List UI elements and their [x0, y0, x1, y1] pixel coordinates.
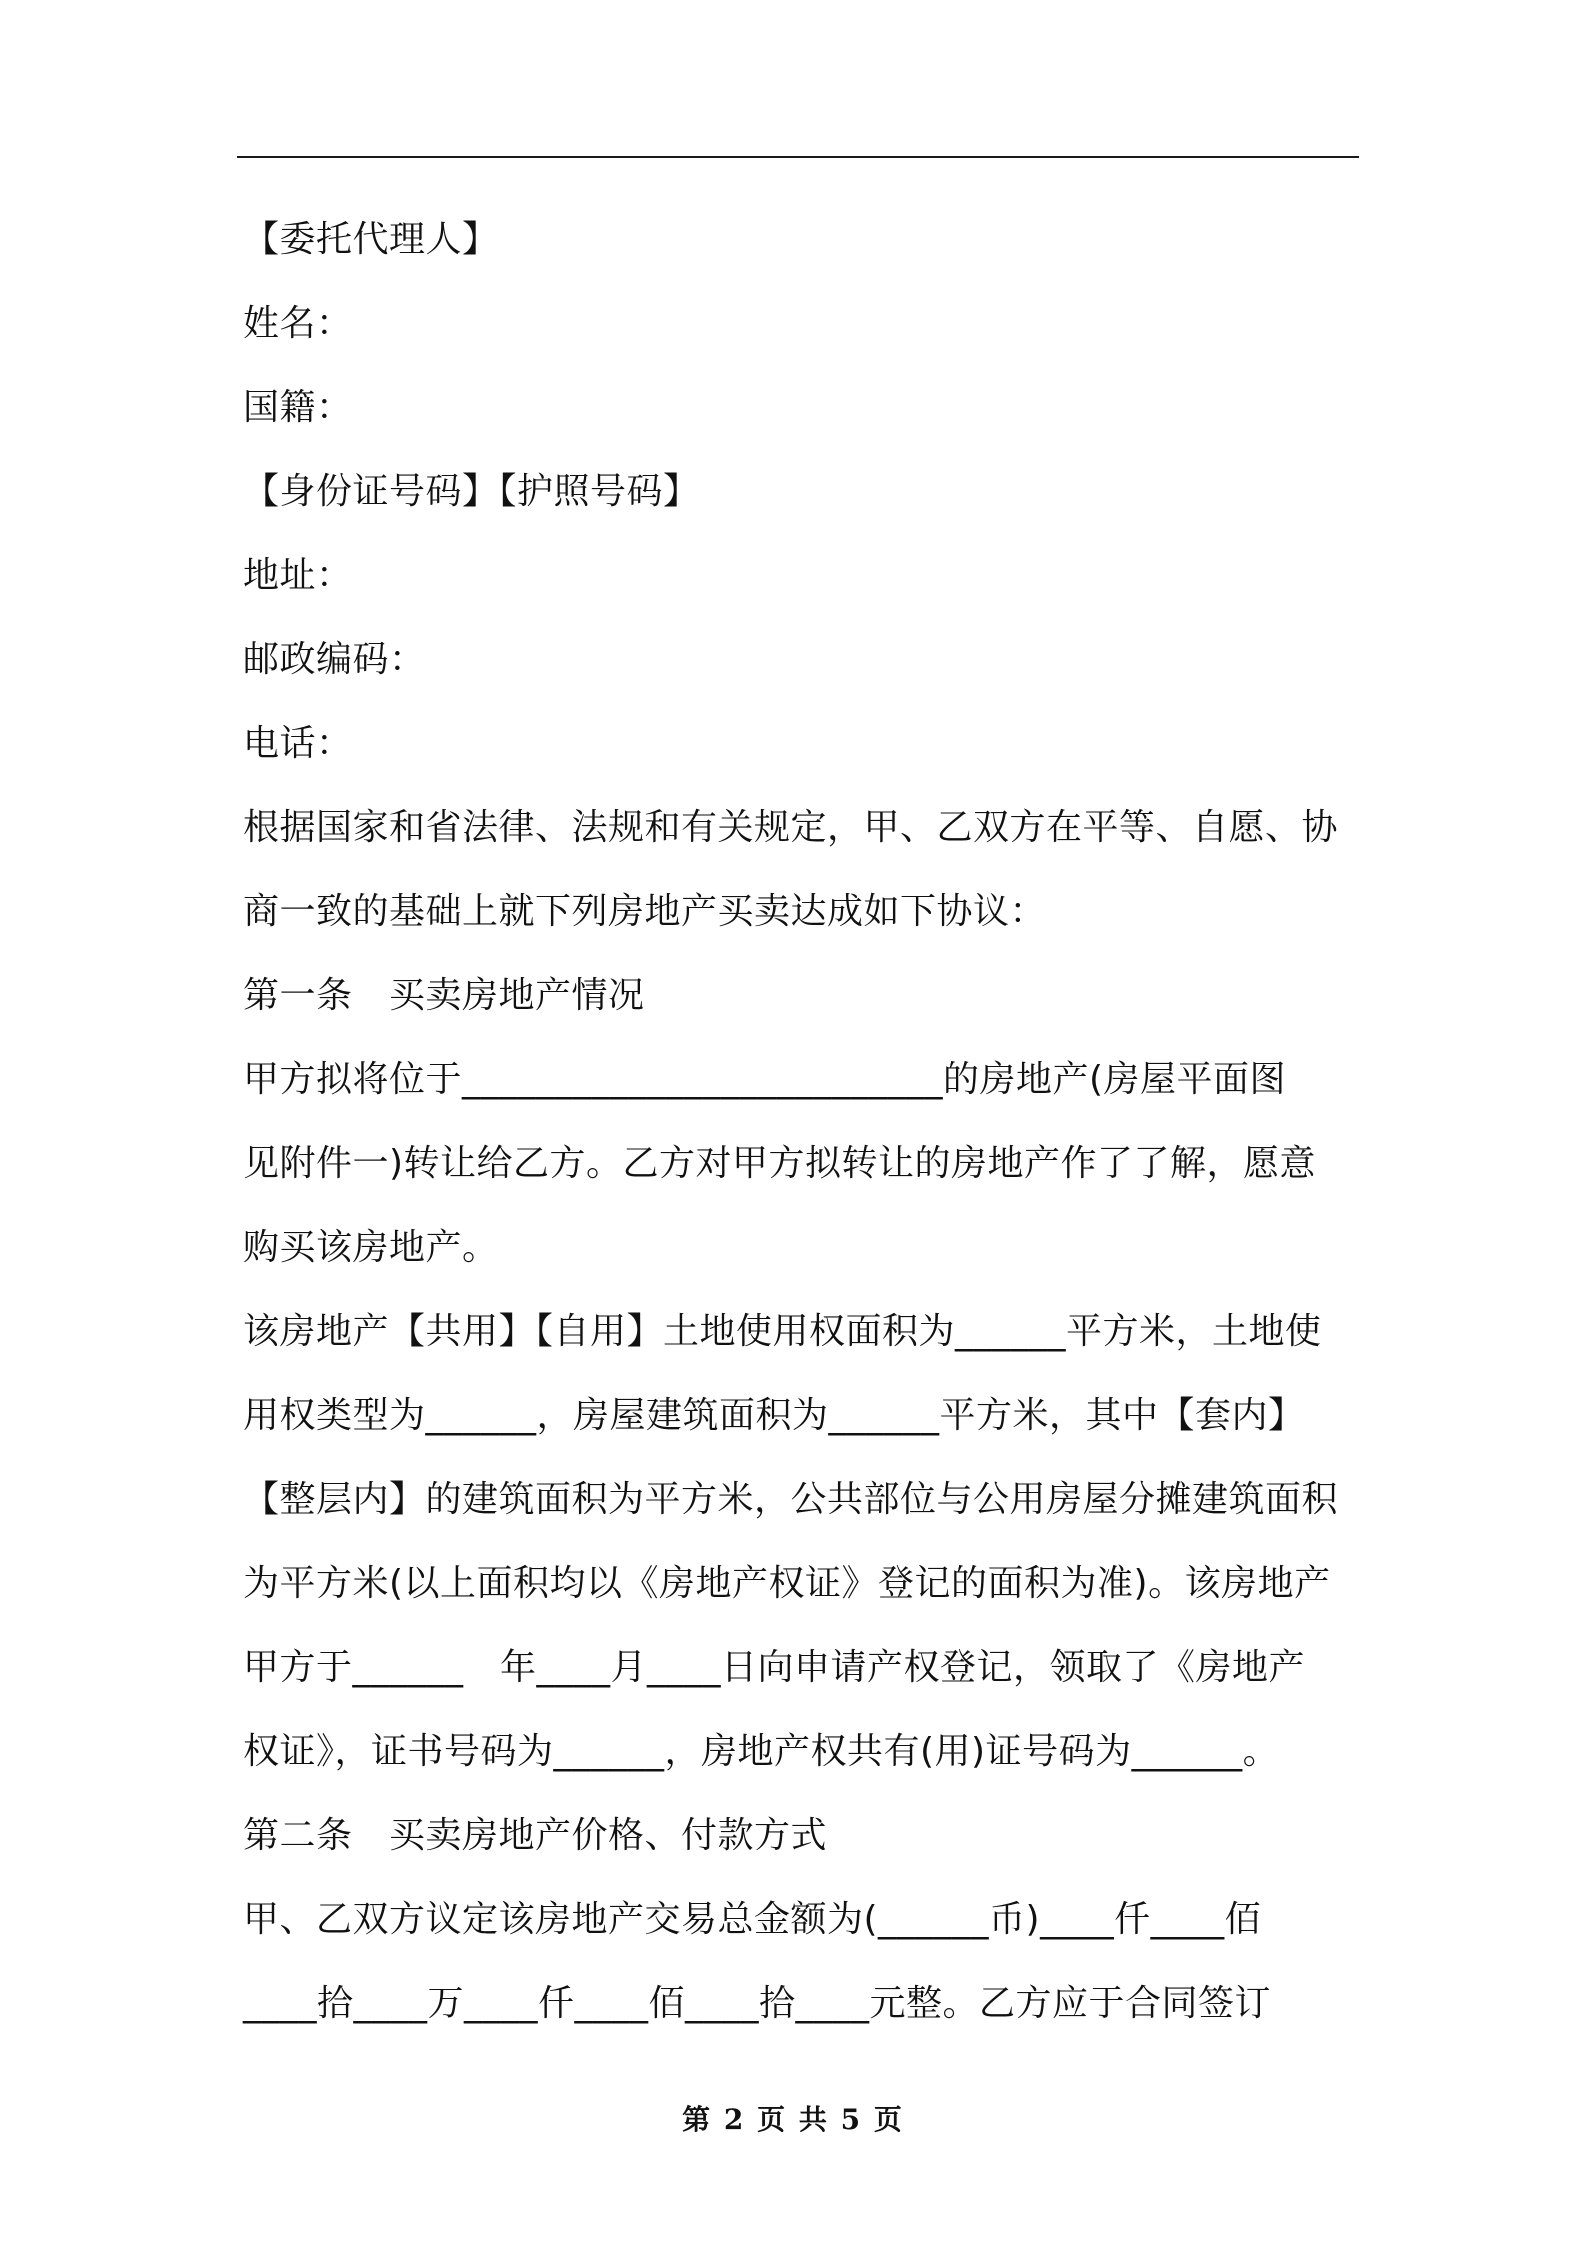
text-line: 甲方于______ 年____月____日向申请产权登记，领取了《房地产 — [243, 1647, 1306, 1688]
text-line: 该房地产【共用】【自用】土地使用权面积为______平方米，土地使 — [243, 1311, 1322, 1352]
text-line: ____拾____万____仟____佰____拾____元整。乙方应于合同签订 — [243, 1983, 1272, 2024]
section-heading: 第二条 买卖房地产价格、付款方式 — [243, 1815, 828, 1856]
text-line: 地址： — [243, 555, 353, 596]
header-rule — [237, 156, 1359, 158]
text-line: 见附件一)转让给乙方。乙方对甲方拟转让的房地产作了了解，愿意 — [243, 1143, 1317, 1184]
text-line: 【委托代理人】 — [243, 219, 499, 260]
text-line: 甲方拟将位于__________________________的房地产(房屋平面图 — [243, 1059, 1287, 1100]
page-number: 第 2 页 共 5 页 — [682, 2103, 904, 2136]
text-line: 根据国家和省法律、法规和有关规定，甲、乙双方在平等、自愿、协 — [243, 807, 1339, 848]
text-line: 商一致的基础上就下列房地产买卖达成如下协议： — [243, 891, 1047, 932]
text-line: 用权类型为______，房屋建筑面积为______平方米，其中【套内】 — [243, 1395, 1305, 1436]
text-line: 为平方米(以上面积均以《房地产权证》登记的面积为准)。该房地产 — [243, 1563, 1331, 1604]
section-heading: 第一条 买卖房地产情况 — [243, 975, 645, 1016]
document-body — [243, 198, 1358, 2046]
text-line: 【身份证号码】【护照号码】 — [243, 471, 700, 512]
text-line: 国籍： — [243, 387, 353, 428]
text-line: 购买该房地产。 — [243, 1227, 499, 1268]
text-line: 【整层内】的建筑面积为平方米，公共部位与公用房屋分摊建筑面积 — [243, 1479, 1339, 1520]
text-line: 甲、乙双方议定该房地产交易总金额为(______币)____仟____佰 — [243, 1899, 1262, 1940]
text-line: 邮政编码： — [243, 639, 426, 680]
text-line: 姓名： — [243, 303, 353, 344]
text-line: 权证》，证书号码为______，房地产权共有(用)证号码为______。 — [243, 1731, 1280, 1772]
text-line: 电话： — [243, 723, 353, 764]
